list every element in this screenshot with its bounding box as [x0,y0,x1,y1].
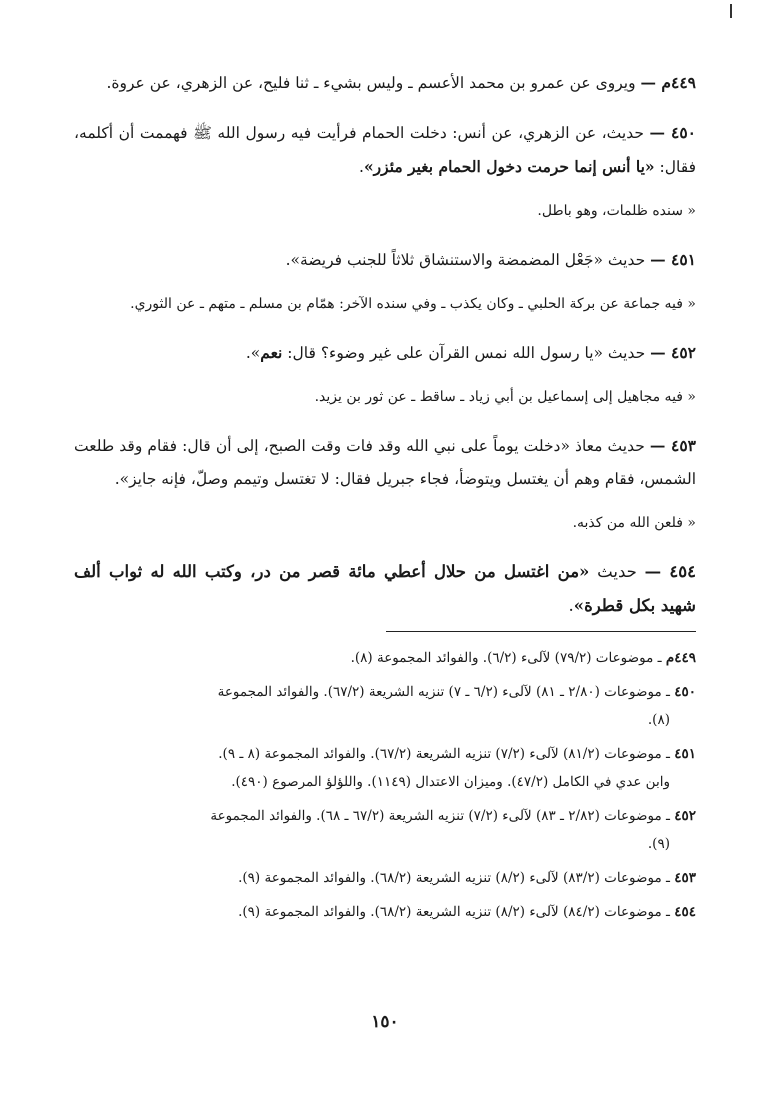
hadith-quote: نعم [260,343,283,362]
entry-454 [74,555,696,623]
entry-end: ». [245,344,261,362]
footnote-454 [74,898,696,926]
entry-number: ٤٥٠ — [649,123,696,142]
footnote-divider [386,631,696,632]
entry-number: ٤٥٣ — [649,436,696,455]
footnote-text: ـ موضوعات (٢/٨٢ ـ ٨٣) لآلىء (٧/٢) تنزيه الشريعة (٦٧/٢ ـ ٦٨). والفوائد المجموعة [210,808,675,824]
entry-text: حديث معاذ «دخلت يوماً على نبي الله وقد فات وقت الصبح، إلى أن قال: فقام وقد طلعت الشمس، فقام وهم أن يغتسل ويتوضأ، فجاء جبريل فقال: لا تغتسل وتيمم وصلّ، فإنه جايز». [74,437,696,488]
entry-number: ٤٥٤ — [644,562,696,581]
footnote-453 [74,864,696,892]
note-453: « فلعن الله من كذبه. [572,515,696,531]
footnote-continuation: (٩). [647,836,670,852]
footnote-number: ٤٥٠ [674,684,696,700]
note-450: « سنده ظلمات، وهو باطل. [537,203,696,219]
entry-451 [74,243,696,277]
entry-453 [74,429,696,496]
entry-text: حديث [589,562,645,581]
page-number: ١٥٠ [371,1012,399,1032]
footnotes [74,644,696,926]
footnote-text: ـ موضوعات (٢/٨٠ ـ ٨١) لآلىء (٦/٢ ـ ٧) تنزيه الشريعة (٦٧/٢). والفوائد المجموعة [217,684,675,700]
entry-end: . [359,158,364,176]
footnote-text: ـ موضوعات (٨٤/٢) لآلىء (٨/٢) تنزيه الشريعة (٦٨/٢). والفوائد المجموعة (٩). [238,904,675,920]
footnote-451 [74,740,696,796]
footnote-number: ٤٥٢ [674,808,696,824]
entry-450 [74,116,696,184]
footnote-450 [74,678,696,734]
footnote-number: ٤٥١ [674,746,696,762]
note-452: « فيه مجاهيل إلى إسماعيل بن أبي زياد ـ ساقط ـ عن ثور بن يزيد. [314,389,696,405]
note-451: « فيه جماعة عن بركة الحلبي ـ وكان يكذب ـ وفي سنده الآخر: همّام بن مسلم ـ متهم ـ عن الثوري. [130,296,696,312]
footnote-452 [74,802,696,858]
footnote-text: ـ موضوعات (٨٣/٢) لآلىء (٨/٢) تنزيه الشريعة (٦٨/٢). والفوائد المجموعة (٩). [238,870,675,886]
footnote-text: ـ موضوعات (٧٩/٢) لآلىء (٦/٢). والفوائد المجموعة (٨). [350,650,666,666]
footnote-continuation: وابن عدي في الكامل (٤٧/٢). وميزان الاعتدال (١١٤٩). واللؤلؤ المرصوع (٤٩٠). [231,774,670,790]
footnote-number: ٤٥٣ [674,870,696,886]
entry-number: ٤٤٩م — [640,73,696,92]
entry-text: حديث «جَعْل المضمضة والاستنشاق ثلاثاً للجنب فريضة». [285,251,651,269]
footnote-number: ٤٥٤ [674,904,696,920]
hadith-quote: «من اغتسل من حلال أعطي مائة قصر من در، وكتب الله له ثواب ألف شهيد بكل قطرة» [74,562,696,615]
footnote-text: ـ موضوعات (٨١/٢) لآلىء (٧/٢) تنزيه الشريعة (٦٧/٢). والفوائد المجموعة (٨ ـ ٩). [218,746,675,762]
footnote-number: ٤٤٩م [665,650,696,666]
entry-text: ويروى عن عمرو بن محمد الأعسم ـ وليس بشيء ـ ثنا فليح، عن الزهري، عن عروة. [106,74,641,92]
entry-text: حديث، عن الزهري، عن أنس: دخلت الحمام فرأيت فيه رسول الله ﷺ فهممت أن أكلمه، فقال: [74,124,696,176]
edge-mark [730,4,732,18]
entry-number: ٤٥٢ — [650,343,696,362]
entry-452 [74,336,696,370]
footnote-449m [74,644,696,672]
entry-text: حديث «يا رسول الله نمس القرآن على غير وضوء؟ قال: [282,344,651,362]
entry-number: ٤٥١ — [650,250,696,269]
hadith-quote: «يا أنس إنما حرمت دخول الحمام بغير مئزر» [363,157,655,176]
entry-449m [74,66,696,100]
footnote-continuation: (٨). [647,712,670,728]
main-text [74,66,696,926]
entry-end: . [568,596,574,615]
